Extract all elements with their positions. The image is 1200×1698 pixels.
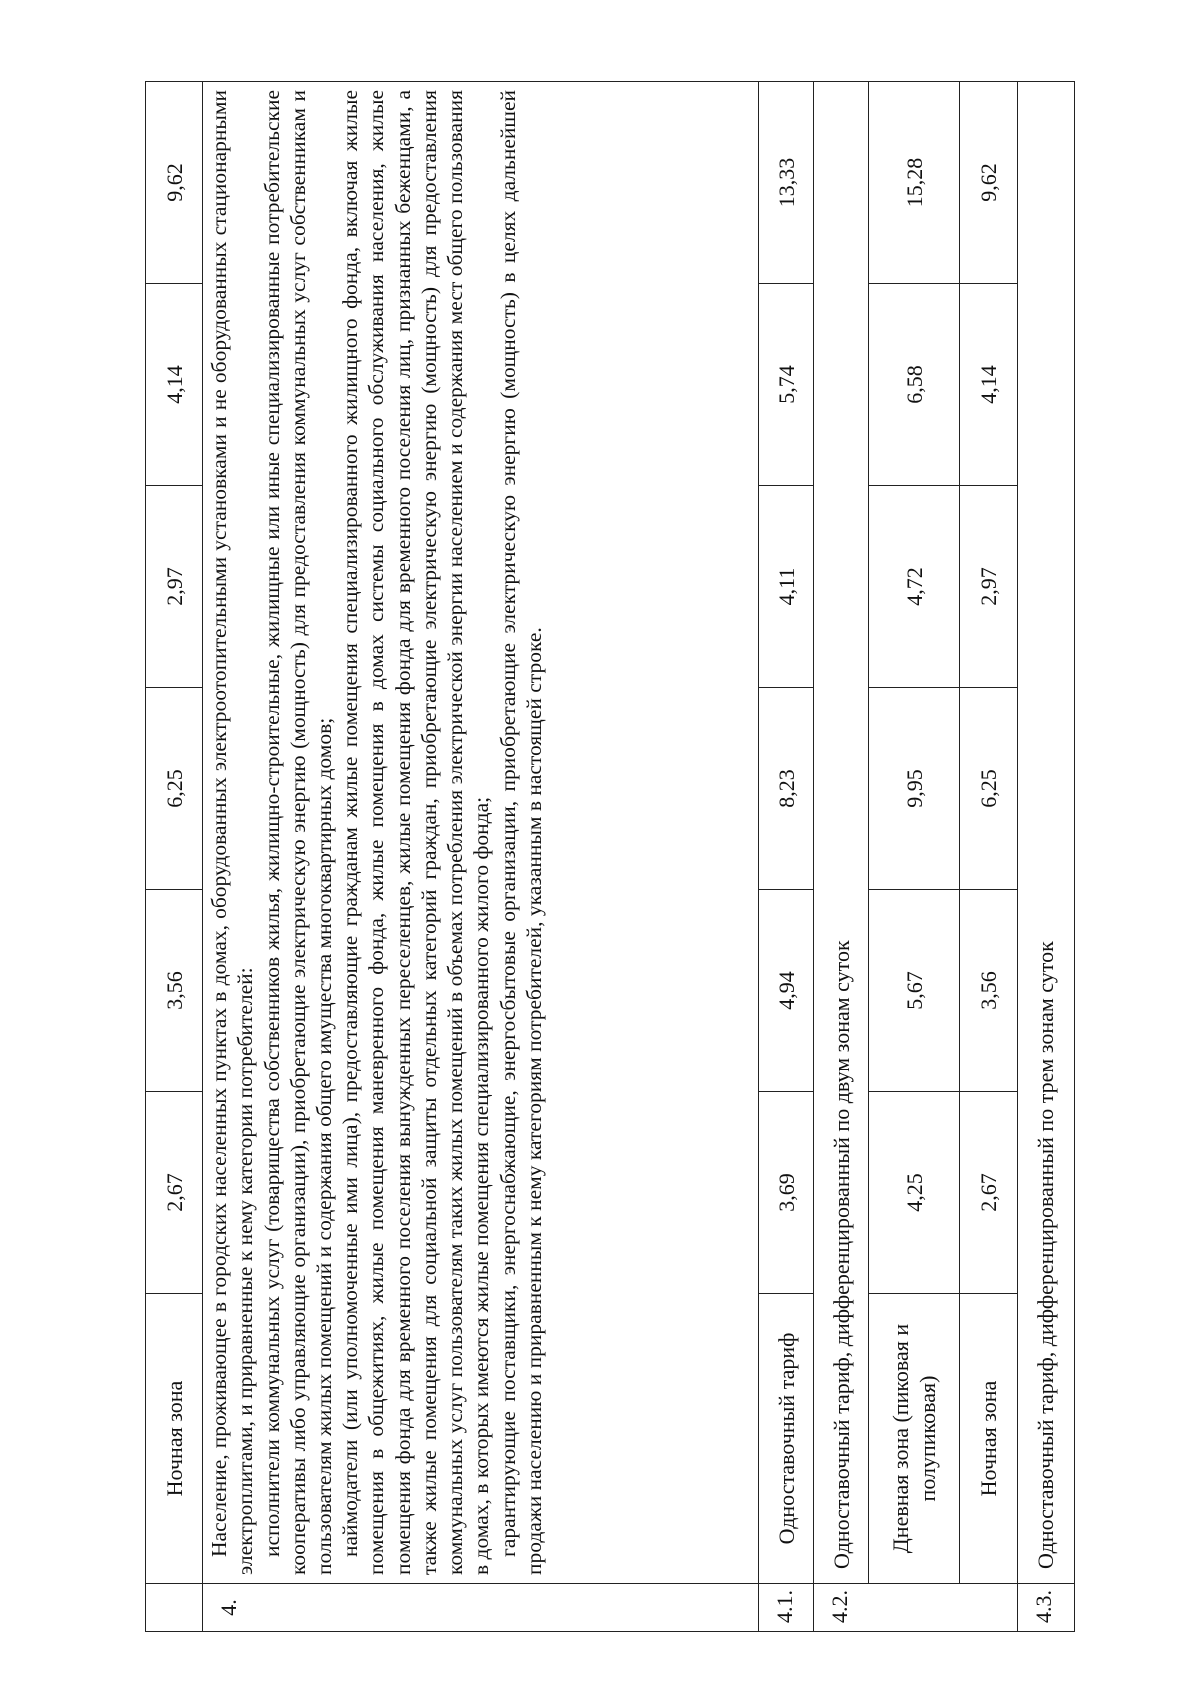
value-cell: 9,62 <box>960 82 1017 284</box>
description-paragraph: Население, проживающее в городских населенных пунктах в домах, оборудованных электроотопительными установками и не оборудованных стационарными электроплитами, и приравненные к нему категории потребителей: <box>207 90 258 1575</box>
value-cell: 2,97 <box>146 486 203 688</box>
table-row <box>960 82 1017 1632</box>
row-number: 4.1. <box>758 1584 813 1632</box>
value-cell: 3,56 <box>146 890 203 1092</box>
value-cell: 13,33 <box>758 82 813 284</box>
value-cell: 3,69 <box>758 1092 813 1294</box>
row-label: Одноставочный тариф <box>758 1294 813 1584</box>
value-cell: 9,62 <box>146 82 203 284</box>
value-cell: 15,28 <box>869 82 960 284</box>
row-label: Ночная зона <box>146 1294 203 1584</box>
value-cell: 4,11 <box>758 486 813 688</box>
section-title: Одноставочный тариф, дифференцированный по двум зонам суток <box>814 82 869 1584</box>
value-cell: 4,14 <box>146 284 203 486</box>
rotated-tariff-table-wrapper <box>145 82 1075 1632</box>
value-cell: 2,97 <box>960 486 1017 688</box>
row-number: 4.3. <box>1017 1584 1074 1632</box>
category-description <box>203 82 759 1584</box>
row-number: 4.2. <box>814 1584 1018 1632</box>
value-cell: 2,67 <box>146 1092 203 1294</box>
table-row <box>814 82 869 1632</box>
value-cell: 6,25 <box>960 688 1017 890</box>
value-cell: 5,74 <box>758 284 813 486</box>
value-cell: 6,25 <box>146 688 203 890</box>
description-paragraph: гарантирующие поставщики, энергоснабжающие, энергосбытовые организации, приобретающие электрическую энергию (мощность) в целях дальнейшей продажи населению и приравненным к нему категориям потребителей, указанным в настоящей строке. <box>495 90 546 1575</box>
value-cell: 4,25 <box>869 1092 960 1294</box>
tariff-table <box>145 81 1075 1632</box>
value-cell: 4,94 <box>758 890 813 1092</box>
value-cell: 4,72 <box>869 486 960 688</box>
description-paragraph: наймодатели (или уполномоченные ими лица), предоставляющие гражданам жилые помещения специализированного жилищного фонда, включая жилые помещения в общежитиях, жилые помещения маневренного фонда, жилые помещения в домах системы социального обслуживания населения, жилые помещения фонда для временного поселения вынужденных переселенцев, жилые помещения фонда для временного поселения лиц, признанных беженцами, а также жилые помещения для социальной защиты отдельных категорий граждан, приобретающие электрическую энергию (мощность) для предоставления коммунальных услуг пользователям таких жилых помещений в объемах потребления электрической энергии населением и содержания мест общего пользования в домах, в которых имеются жилые помещения специализированного жилого фонда; <box>338 90 494 1575</box>
section-title: Одноставочный тариф, дифференцированный по трем зонам суток <box>1017 82 1074 1584</box>
row-label: Дневная зона (пиковая и полупиковая) <box>869 1294 960 1584</box>
value-cell: 8,23 <box>758 688 813 890</box>
table-row <box>203 82 759 1632</box>
row-label: Ночная зона <box>960 1294 1017 1584</box>
value-cell: 6,58 <box>869 284 960 486</box>
value-cell: 4,14 <box>960 284 1017 486</box>
table-row <box>869 82 960 1632</box>
value-cell: 5,67 <box>869 890 960 1092</box>
row-number <box>146 1584 203 1632</box>
row-number: 4. <box>203 1584 759 1632</box>
table-row <box>1017 82 1074 1632</box>
value-cell: 9,95 <box>869 688 960 890</box>
value-cell: 2,67 <box>960 1092 1017 1294</box>
table-row <box>146 82 203 1632</box>
table-row <box>758 82 813 1632</box>
description-paragraph: исполнители коммунальных услуг (товарищества собственников жилья, жилищно-строительные, жилищные или иные специализированные потребительские кооперативы либо управляющие организации), приобретающие электрическую энергию (мощность) для предоставления коммунальных услуг собственникам и пользователям жилых помещений и содержания общего имущества многоквартирных домов; <box>259 90 337 1575</box>
value-cell: 3,56 <box>960 890 1017 1092</box>
